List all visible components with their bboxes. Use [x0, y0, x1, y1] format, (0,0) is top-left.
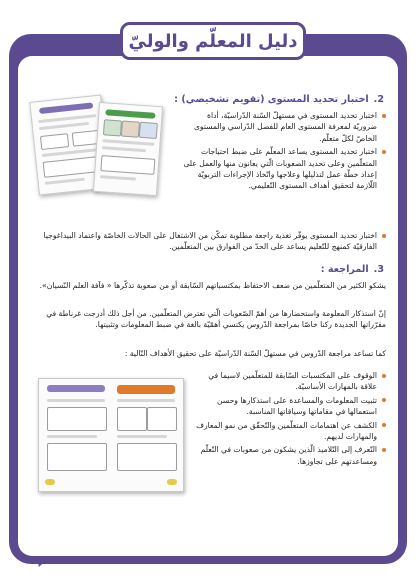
- list-item: الكشف عن اهتمامات المتعلّمين والتّحقّق من نمو المعارف والمهارات لديهم.: [190, 420, 386, 443]
- list-item: تثبيت المعلومات والمساعدة على استذكارها وحسن استعمالها في مقاماتها وسياقاتها المناسبة.: [190, 395, 386, 418]
- list-item: الوقوف على المكتسبات السّابقة للمتعلّمين لاسيما في علاقة بالمهارات الأساسيّة.: [190, 370, 386, 393]
- list-item: اختبار تحديد المستوى في مستهلّ السّنة الدّراسيّة، أداة ضروريّة لمعرفة المستوى العام للفصل الدّراسي والمستوى الخاصّ لكلّ متعلّم.: [190, 110, 386, 144]
- section-3-number: 3.: [373, 264, 384, 275]
- section-2-number: 2.: [373, 94, 384, 105]
- section-3-bullets: [190, 370, 386, 469]
- page-title: دليل المعلّم والوليّ: [128, 30, 298, 52]
- section-3-paragraph-1: يشكو الكثير من المتعلّمين من ضعف الاحتفاظ بمكتسباتهم السّابقة أو من صعوبة تذكّرها « فآفة العلم النّسيان».: [39, 281, 386, 290]
- page-title-box: [120, 22, 306, 60]
- section-2-bullets: [183, 110, 386, 194]
- list-item: التّعرف إلى التّلاميذ الّذين يشكون من صعوبات في التّعلّم ومساعدتهم على تجاوزها.: [190, 444, 386, 467]
- section-3-heading: [321, 264, 384, 275]
- section-2-heading: [174, 94, 384, 105]
- section-2-bullets-wide: [34, 230, 386, 255]
- section-3-paragraph-3: كما تساعد مراجعة الدّروس في مستهلّ السّنة الدّراسيّة على تحقيق الأهداف التّالية :: [124, 349, 386, 358]
- review-exercises-thumbnail: [38, 378, 184, 492]
- section-2-title: اختبار تحديد المستوى (تقويم تشخيصي) :: [174, 94, 369, 105]
- page-content: [18, 56, 398, 556]
- section-3-paragraph-2: إنّ استذكار المعلومة واستحضارها من أهمّ الصّعوبات الّتي تعترض المتعلّمين. من أجل ذلك أدرجت غرناطة في مقرّراتها الجديدة ركنا خاصّا بمراجعة الدّروس يكتسي أهمّيّة بالغة في ضبط المعلومات وتثبيتها.: [46, 309, 386, 330]
- diagnostic-test-thumbnail-2: [93, 102, 163, 196]
- list-item: اختبار تحديد المستوى يساعد المعلّم على ضبط احتياجات المتعلّمين وعلى تحديد الصعوبات الّتي يعانون منها والعمل على إعداد خطّة عمل لتذليلها وعلاجها واتّخاذ الإجراءات التربويّة اللّازمة لتحقيق أهداف المستوى التّعليمي.: [181, 146, 386, 192]
- list-item: اختبار تحديد المستوى يوفّر تغذية راجعة مطلوبة تمكّن من الاشتغال على الحالات الخاصّة واعتماد البيداغوجيا الفارقيّة كمنهج للتّعليم يساعد على الحدّ من الفوارق بين المتعلّمين.: [34, 230, 386, 253]
- section-3-title: المراجعة :: [320, 264, 369, 275]
- page-card: [18, 56, 398, 556]
